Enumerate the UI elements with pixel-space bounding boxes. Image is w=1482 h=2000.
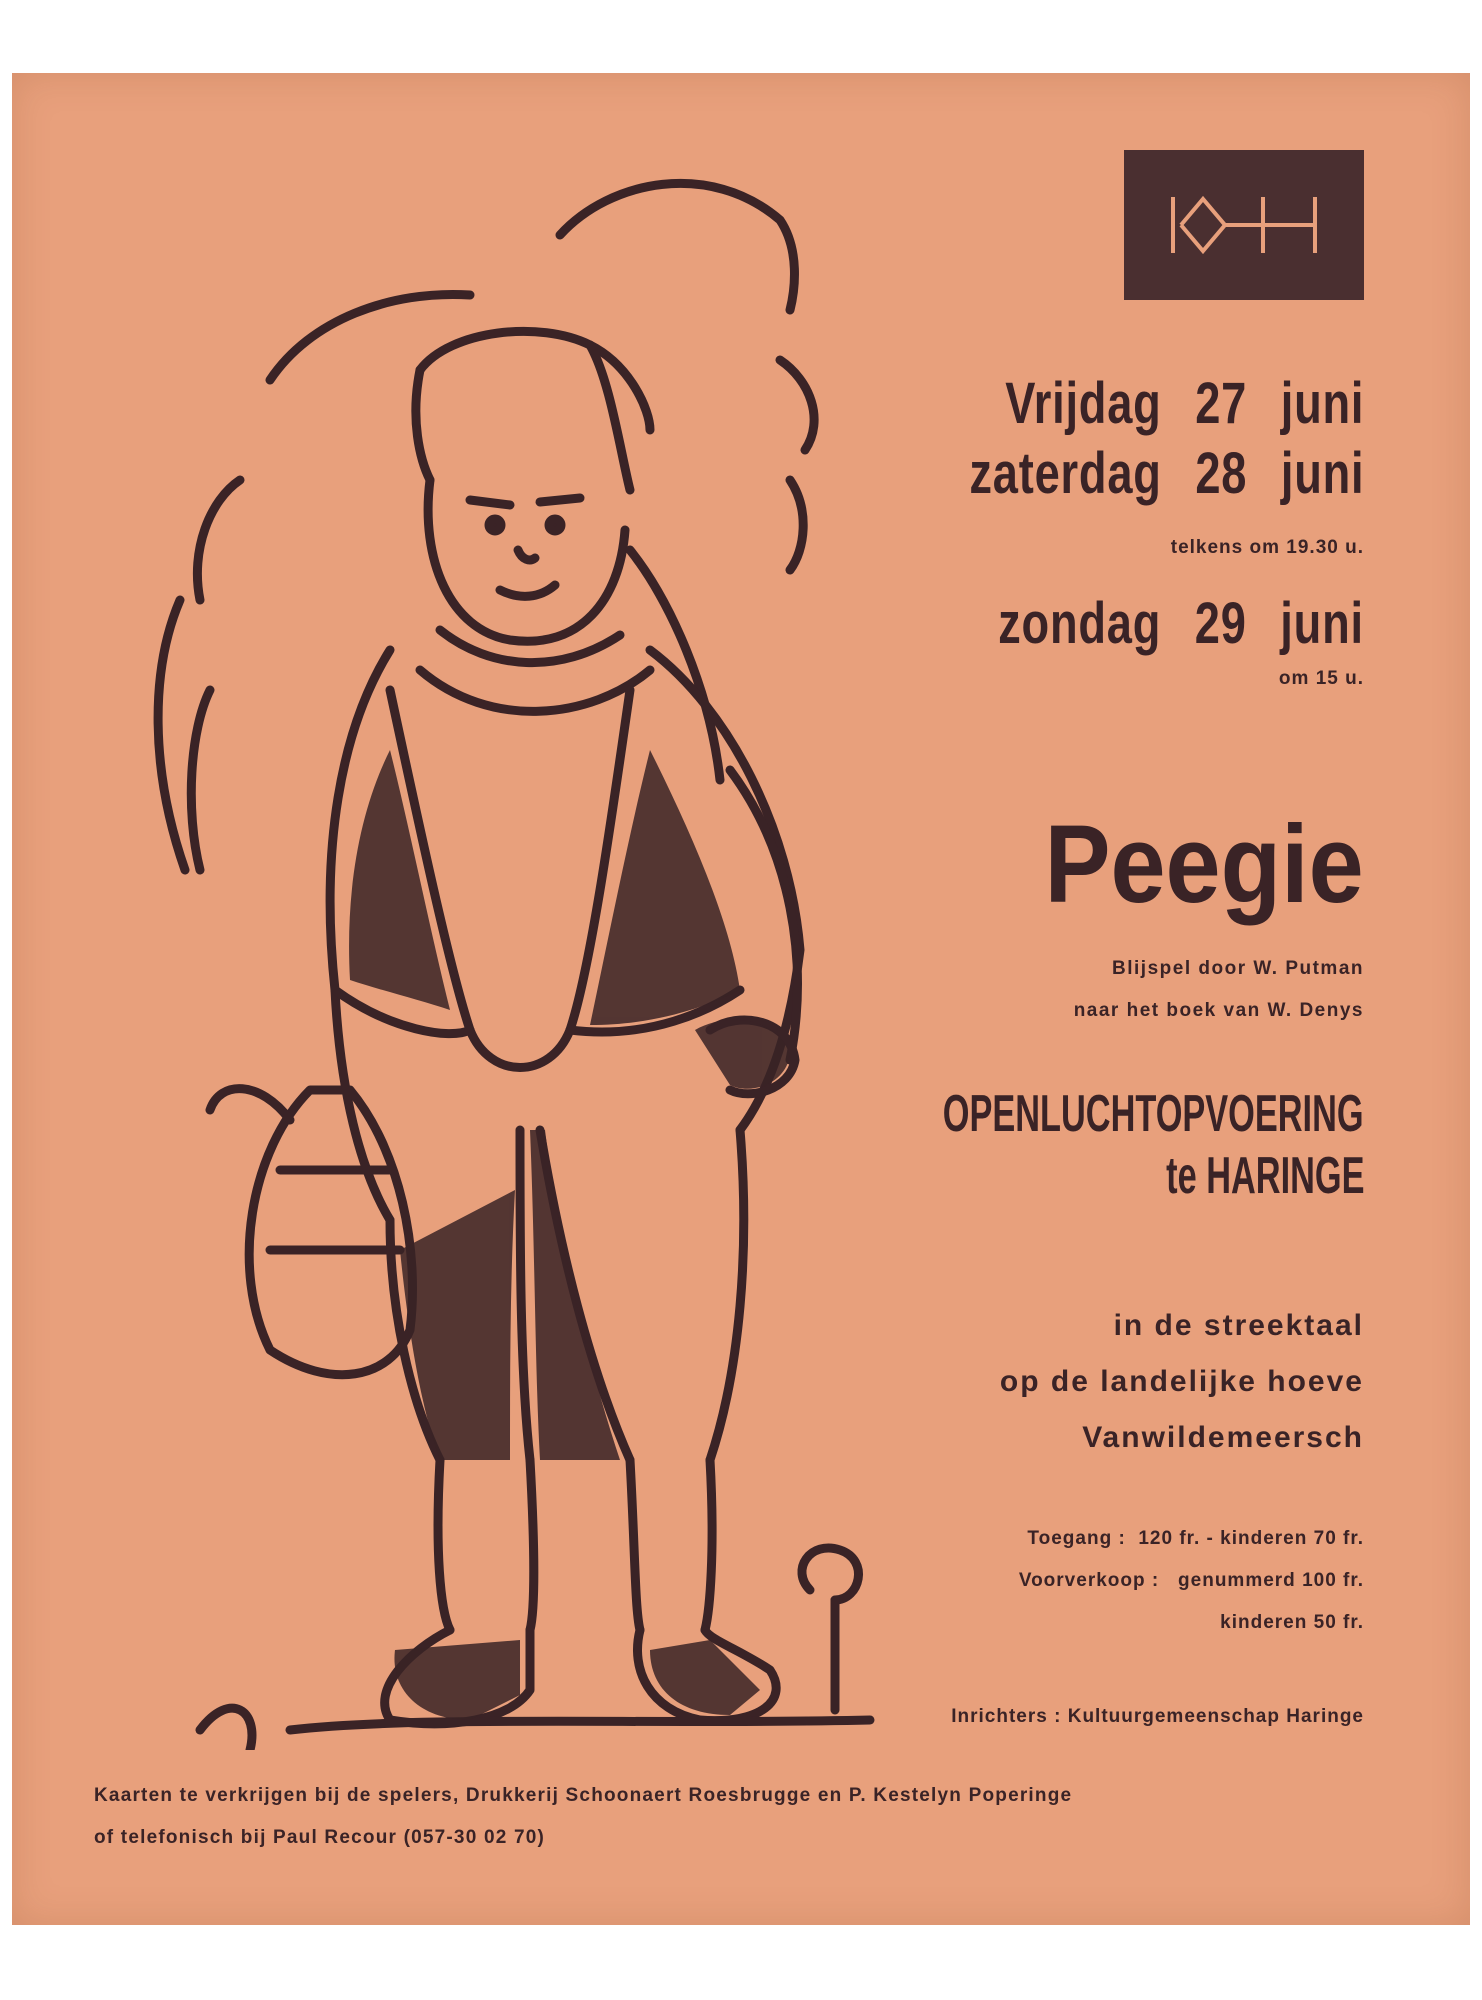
date-sunday: [998, 591, 1364, 656]
date-sunday-block: [895, 591, 1364, 656]
location-line-2: op de landelijke hoeve: [999, 1365, 1364, 1398]
date-month: juni: [1280, 371, 1364, 436]
prices-block: [1019, 1518, 1364, 1644]
boy-with-scarf-illustration: [90, 130, 890, 1750]
byline-source: naar het boek van W. Denys: [1073, 1000, 1364, 1021]
event-place: te HARINGE: [1165, 1147, 1364, 1205]
byline: [1074, 948, 1364, 1032]
price-value: 120 fr. - kinderen 70 fr.: [1138, 1528, 1364, 1549]
footer-line-2: of telefonisch bij Paul Recour (057-30 02 70): [94, 1827, 546, 1848]
khh-monogram-icon: [1159, 185, 1329, 265]
time-evening: telkens om 19.30 u.: [1170, 537, 1364, 558]
logo: [1124, 150, 1364, 300]
date-day: zaterdag: [969, 441, 1162, 506]
price-voorverkoop: [1019, 1560, 1364, 1602]
event-heading: OPENLUCHTOPVOERING: [943, 1085, 1364, 1143]
date-num: 27: [1194, 371, 1247, 436]
time-afternoon: om 15 u.: [1278, 668, 1364, 689]
date-saturday: [969, 441, 1364, 506]
date-block: [858, 371, 1364, 506]
price-toegang: [1019, 1518, 1364, 1560]
date-month: juni: [1280, 441, 1364, 506]
price-label: Toegang :: [1027, 1528, 1126, 1549]
footer-line-1: Kaarten te verkrijgen bij de spelers, Drukkerij Schoonaert Roesbrugge en P. Kestelyn Poperinge: [94, 1785, 1073, 1806]
title-block: [1009, 803, 1364, 926]
price-value: genummerd 100 fr.: [1178, 1570, 1364, 1591]
byline-author: Blijspel door W. Putman: [1112, 958, 1364, 979]
date-num: 28: [1194, 441, 1247, 506]
date-friday: [1004, 371, 1364, 436]
date-num: 29: [1194, 591, 1247, 656]
organizers: Inrichters : Kultuurgemeenschap Haringe: [951, 1706, 1364, 1727]
location-block: [1000, 1298, 1364, 1466]
location-line-3: Vanwildemeersch: [1082, 1421, 1364, 1454]
date-day: zondag: [998, 591, 1162, 656]
footer: [94, 1775, 1072, 1859]
date-day: Vrijdag: [1004, 371, 1162, 436]
price-kids: kinderen 50 fr.: [1220, 1612, 1364, 1633]
location-line-1: in de streektaal: [1113, 1309, 1364, 1342]
play-title: Peegie: [1044, 803, 1364, 926]
price-label: Voorverkoop :: [1018, 1570, 1160, 1591]
date-month: juni: [1280, 591, 1364, 656]
